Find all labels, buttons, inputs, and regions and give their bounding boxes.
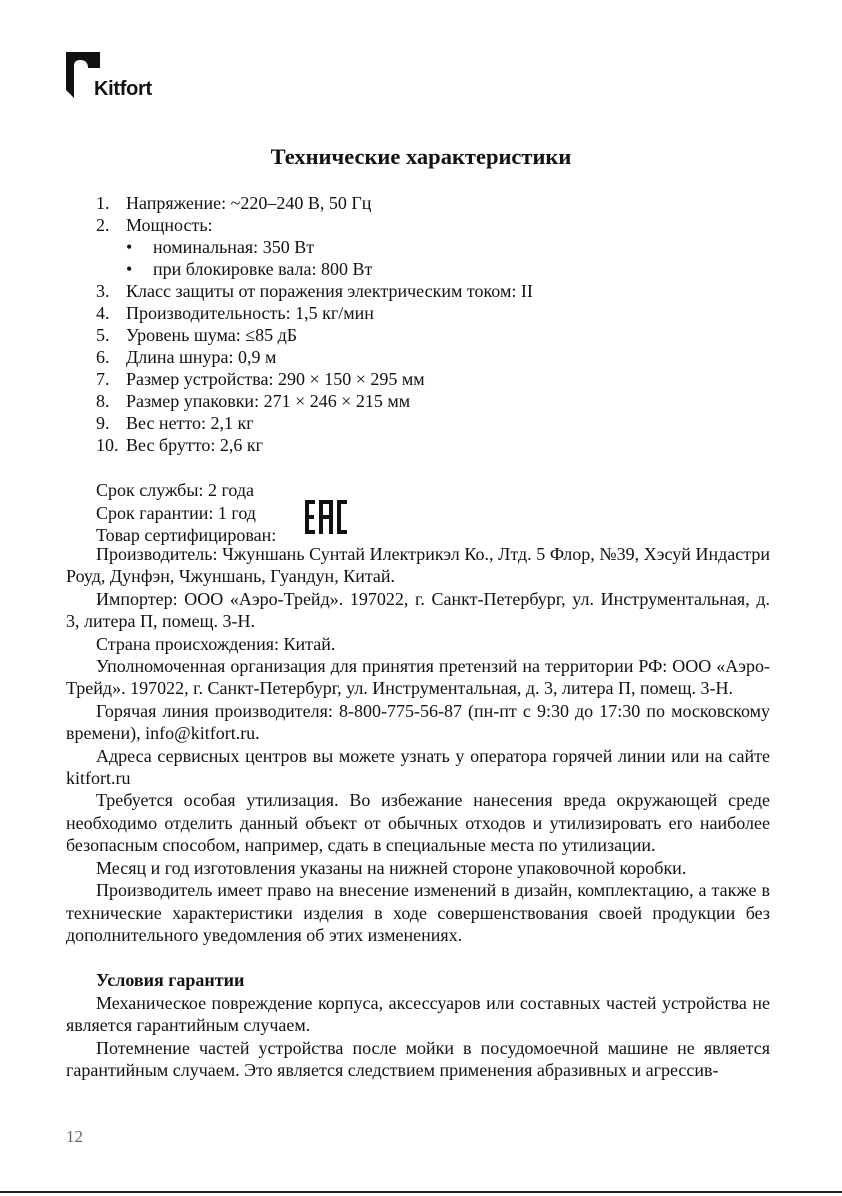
paragraph-warranty-dishwasher: Потемнение частей устройства после мойки в посудомоечной машине не является гарантийным случаем. Это является следствием применения абразивных и агрессив- bbox=[66, 1037, 770, 1080]
paragraph-manufacture-date: Месяц и год изготовления указаны на нижней стороне упаковочной коробки. bbox=[96, 857, 687, 878]
spec-text: Класс защиты от поражения электрическим током: II bbox=[126, 281, 533, 301]
spec-number: 10. bbox=[96, 435, 119, 455]
spec-number: 8. bbox=[96, 391, 110, 411]
warranty-heading: Условия гарантии bbox=[96, 970, 245, 991]
spec-number: 9. bbox=[96, 413, 110, 433]
spec-number: 3. bbox=[96, 281, 110, 301]
page-title: Технические характеристики bbox=[270, 144, 572, 169]
spec-text: Размер устройства: 290 × 150 × 295 мм bbox=[126, 369, 425, 389]
spec-number: 4. bbox=[96, 303, 110, 323]
paragraph-changes: Производитель имеет право на внесение изменений в дизайн, комплектацию, а также в технические характеристики изделия в ходе совершенствования своей продукции без дополнительного уведомления об этих изменениях. bbox=[66, 880, 770, 945]
page-number: 12 bbox=[66, 1127, 83, 1146]
service-life: Срок службы: 2 года bbox=[96, 480, 255, 500]
spec-number: 1. bbox=[96, 193, 110, 213]
bullet: • bbox=[126, 259, 133, 279]
spec-text: Вес брутто: 2,6 кг bbox=[126, 435, 263, 455]
bullet: • bbox=[126, 237, 133, 257]
spec-text: Длина шнура: 0,9 м bbox=[126, 347, 277, 367]
eac-mark-icon bbox=[303, 498, 349, 536]
spec-text: Производительность: 1,5 кг/мин bbox=[126, 303, 374, 323]
spec-text: Размер упаковки: 271 × 246 × 215 мм bbox=[126, 391, 411, 411]
paragraph-authorized-org: Уполномоченная организация для принятия претензий на территории РФ: ООО «Аэро-Трейд». 197022, г. Санкт-Петербург, ул. Инструментальная, д. 3, литера П, помещ. 3-Н. bbox=[66, 656, 770, 699]
spec-subtext: номинальная: 350 Вт bbox=[153, 237, 315, 257]
paragraph-warranty-damage: Механическое повреждение корпуса, аксессуаров или составных частей устройства не является гарантийным случаем. bbox=[66, 992, 770, 1036]
warranty-period: Срок гарантии: 1 год bbox=[96, 502, 256, 523]
spec-text: Уровень шума: ≤85 дБ bbox=[126, 325, 298, 345]
spec-number: 6. bbox=[96, 347, 110, 367]
certification-label: Товар сертифицирован: bbox=[96, 525, 277, 545]
bottom-divider bbox=[0, 1191, 842, 1193]
paragraph-disposal: Требуется особая утилизация. Во избежание нанесения вреда окружающей среде необходимо отделить данный объект от обычных отходов и утилизировать его наиболее безопасным способом, например, сдать в специальные места по утилизации. bbox=[66, 790, 770, 856]
logo-wordmark: Kitfort bbox=[94, 78, 152, 100]
spec-number: 2. bbox=[96, 215, 110, 235]
kitfort-logo bbox=[66, 52, 176, 102]
spec-subtext: при блокировке вала: 800 Вт bbox=[153, 259, 373, 279]
spec-number: 5. bbox=[96, 325, 110, 345]
spec-text: Напряжение: ~220–240 В, 50 Гц bbox=[126, 193, 372, 213]
service-info bbox=[96, 479, 276, 547]
paragraph-service-centers: Адреса сервисных центров вы можете узнать у оператора горячей линии или на сайте kitfort.ru bbox=[66, 745, 770, 789]
spec-text: Вес нетто: 2,1 кг bbox=[126, 413, 254, 433]
paragraph-importer: Импортер: ООО «Аэро-Трейд». 197022, г. Санкт-Петербург, ул. Инструментальная, д. 3, литера П, помещ. 3-Н. bbox=[66, 588, 770, 632]
paragraph-hotline: Горячая линия производителя: 8-800-775-56-87 (пн-пт с 9:30 до 17:30 по московскому времени), info@kitfort.ru. bbox=[66, 700, 770, 744]
spec-number: 7. bbox=[96, 369, 110, 389]
paragraph-origin: Страна происхождения: Китай. bbox=[96, 633, 336, 654]
spec-text: Мощность: bbox=[126, 215, 213, 235]
paragraph-manufacturer: Производитель: Чжуншань Сунтай Илектрикэл Ко., Лтд. 5 Флор, №39, Хэсуй Индастри Роуд, Дунфэн, Чжуншань, Гуандун, Китай. bbox=[66, 544, 770, 587]
body-text bbox=[66, 543, 770, 1081]
